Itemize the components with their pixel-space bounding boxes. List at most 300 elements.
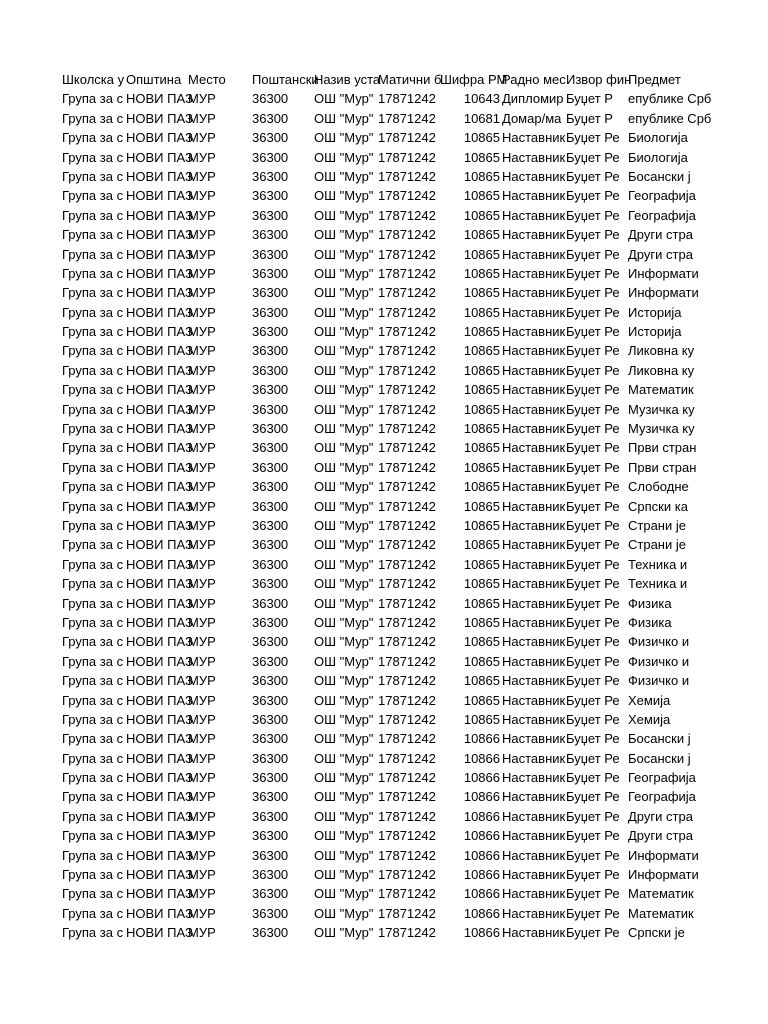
table-cell[interactable]: МУР — [188, 304, 216, 320]
table-cell[interactable]: ОШ "Мур" — [314, 440, 374, 456]
table-cell[interactable]: Наставник — [502, 750, 566, 766]
table-cell[interactable]: Буџет Ре — [566, 886, 620, 902]
table-cell[interactable]: Наставник — [502, 808, 566, 824]
table-cell[interactable]: Буџет Ре — [566, 498, 620, 514]
table-cell[interactable]: МУР — [188, 421, 216, 437]
table-cell[interactable]: НОВИ ПАЗ — [126, 828, 193, 844]
table-cell[interactable]: НОВИ ПАЗ — [126, 362, 193, 378]
table-cell[interactable]: Наставник — [502, 770, 566, 786]
table-cell[interactable]: Наставник — [502, 867, 566, 883]
table-cell[interactable]: Буџет Ре — [566, 459, 620, 475]
table-cell[interactable]: епублике Срб — [628, 91, 712, 107]
table-cell[interactable]: НОВИ ПАЗ — [126, 207, 193, 223]
table-cell[interactable]: ОШ "Мур" — [314, 285, 374, 301]
table-cell[interactable]: ОШ "Мур" — [314, 925, 374, 941]
table-cell[interactable]: Српски је — [628, 925, 685, 941]
table-cell[interactable]: Наставник — [502, 285, 566, 301]
table-cell[interactable]: ОШ "Мур" — [314, 498, 374, 514]
table-cell[interactable]: Група за с — [62, 886, 124, 902]
table-cell[interactable]: 10865 — [463, 556, 500, 572]
table-cell[interactable]: Први стран — [628, 459, 697, 475]
table-cell[interactable]: ОШ "Мур" — [314, 517, 374, 533]
table-cell[interactable]: Буџет Ре — [566, 246, 620, 262]
table-cell[interactable]: Наставник — [502, 188, 566, 204]
table-cell[interactable]: НОВИ ПАЗ — [126, 246, 193, 262]
table-cell[interactable]: 17871242 — [378, 207, 436, 223]
table-cell[interactable]: Група за с — [62, 498, 124, 514]
table-cell[interactable]: 10865 — [463, 188, 500, 204]
table-cell[interactable]: 17871242 — [378, 440, 436, 456]
table-cell[interactable]: ОШ "Мур" — [314, 770, 374, 786]
table-cell[interactable]: Група за с — [62, 440, 124, 456]
table-cell[interactable]: Буџет Ре — [566, 614, 620, 630]
table-cell[interactable]: 10866 — [463, 808, 500, 824]
table-cell[interactable]: 10865 — [463, 324, 500, 340]
table-cell[interactable]: НОВИ ПАЗ — [126, 653, 193, 669]
table-cell[interactable]: МУР — [188, 207, 216, 223]
table-cell[interactable]: 36300 — [252, 692, 289, 708]
table-cell[interactable]: 36300 — [252, 595, 289, 611]
table-cell[interactable]: НОВИ ПАЗ — [126, 110, 193, 126]
table-cell[interactable]: 17871242 — [378, 324, 436, 340]
table-cell[interactable]: НОВИ ПАЗ — [126, 188, 193, 204]
table-cell[interactable]: Буџет Ре — [566, 421, 620, 437]
table-cell[interactable]: Информати — [628, 867, 699, 883]
table-cell[interactable]: ОШ "Мур" — [314, 867, 374, 883]
table-cell[interactable]: Буџет Ре — [566, 324, 620, 340]
table-cell[interactable]: МУР — [188, 285, 216, 301]
table-cell[interactable]: Историја — [628, 324, 682, 340]
table-cell[interactable]: 17871242 — [378, 168, 436, 184]
table-cell[interactable]: Наставник — [502, 731, 566, 747]
table-cell[interactable]: Буџет Ре — [566, 556, 620, 572]
table-cell[interactable]: Група за с — [62, 91, 124, 107]
table-cell[interactable]: МУР — [188, 576, 216, 592]
table-cell[interactable]: Група за с — [62, 459, 124, 475]
table-cell[interactable]: Наставник — [502, 265, 566, 281]
table-cell[interactable]: МУР — [188, 556, 216, 572]
table-cell[interactable]: НОВИ ПАЗ — [126, 905, 193, 921]
table-cell[interactable]: НОВИ ПАЗ — [126, 324, 193, 340]
table-cell[interactable]: Други стра — [628, 828, 693, 844]
table-cell[interactable]: Буџет Ре — [566, 789, 620, 805]
table-cell[interactable]: Наставник — [502, 614, 566, 630]
table-cell[interactable]: Буџет Р — [566, 110, 613, 126]
table-cell[interactable]: МУР — [188, 614, 216, 630]
table-cell[interactable]: Босански ј — [628, 731, 691, 747]
table-cell[interactable]: Наставник — [502, 498, 566, 514]
table-cell[interactable]: 36300 — [252, 808, 289, 824]
table-cell[interactable]: Група за с — [62, 673, 124, 689]
table-cell[interactable]: Буџет Ре — [566, 711, 620, 727]
table-cell[interactable]: 36300 — [252, 207, 289, 223]
table-cell[interactable]: Музичка ку — [628, 401, 695, 417]
table-cell[interactable]: ОШ "Мур" — [314, 362, 374, 378]
table-cell[interactable]: 10865 — [463, 576, 500, 592]
table-cell[interactable]: Наставник — [502, 653, 566, 669]
table-cell[interactable]: 10865 — [463, 517, 500, 533]
table-cell[interactable]: МУР — [188, 401, 216, 417]
table-cell[interactable]: 10865 — [463, 382, 500, 398]
table-cell[interactable]: 17871242 — [378, 905, 436, 921]
table-cell[interactable]: Група за с — [62, 324, 124, 340]
table-cell[interactable]: Група за с — [62, 149, 124, 165]
table-cell[interactable]: Буџет Ре — [566, 595, 620, 611]
table-cell[interactable]: ОШ "Мур" — [314, 847, 374, 863]
table-cell[interactable]: Буџет Ре — [566, 750, 620, 766]
table-cell[interactable]: ОШ "Мур" — [314, 459, 374, 475]
table-cell[interactable]: НОВИ ПАЗ — [126, 634, 193, 650]
table-cell[interactable]: 17871242 — [378, 382, 436, 398]
table-cell[interactable]: НОВИ ПАЗ — [126, 517, 193, 533]
table-cell[interactable]: 10866 — [463, 770, 500, 786]
table-cell[interactable]: ОШ "Мур" — [314, 227, 374, 243]
table-cell[interactable]: НОВИ ПАЗ — [126, 343, 193, 359]
table-cell[interactable]: 36300 — [252, 886, 289, 902]
table-cell[interactable]: 36300 — [252, 673, 289, 689]
table-cell[interactable]: 17871242 — [378, 421, 436, 437]
table-cell[interactable]: 36300 — [252, 867, 289, 883]
table-cell[interactable]: Босански ј — [628, 750, 691, 766]
table-cell[interactable]: Наставник — [502, 711, 566, 727]
table-cell[interactable]: 36300 — [252, 110, 289, 126]
table-cell[interactable]: Наставник — [502, 886, 566, 902]
table-cell[interactable]: ОШ "Мур" — [314, 614, 374, 630]
table-cell[interactable]: МУР — [188, 750, 216, 766]
table-cell[interactable]: Физичко и — [628, 673, 690, 689]
table-cell[interactable]: МУР — [188, 770, 216, 786]
table-cell[interactable]: Група за с — [62, 130, 124, 146]
table-cell[interactable]: МУР — [188, 149, 216, 165]
table-cell[interactable]: МУР — [188, 925, 216, 941]
table-cell[interactable]: Буџет Ре — [566, 130, 620, 146]
table-cell[interactable]: Наставник — [502, 576, 566, 592]
table-cell[interactable]: НОВИ ПАЗ — [126, 731, 193, 747]
table-cell[interactable]: НОВИ ПАЗ — [126, 867, 193, 883]
table-cell[interactable]: Група за с — [62, 731, 124, 747]
table-cell[interactable]: Буџет Ре — [566, 479, 620, 495]
table-cell[interactable]: ОШ "Мур" — [314, 382, 374, 398]
table-cell[interactable]: НОВИ ПАЗ — [126, 750, 193, 766]
table-cell[interactable]: 36300 — [252, 343, 289, 359]
table-cell[interactable]: ОШ "Мур" — [314, 789, 374, 805]
table-cell[interactable]: 10865 — [463, 498, 500, 514]
table-cell[interactable]: 17871242 — [378, 188, 436, 204]
table-cell[interactable]: 17871242 — [378, 808, 436, 824]
table-cell[interactable]: ОШ "Мур" — [314, 401, 374, 417]
table-cell[interactable]: ОШ "Мур" — [314, 595, 374, 611]
table-cell[interactable]: ОШ "Мур" — [314, 711, 374, 727]
table-cell[interactable]: Наставник — [502, 789, 566, 805]
table-cell[interactable]: ОШ "Мур" — [314, 750, 374, 766]
table-cell[interactable]: Историја — [628, 304, 682, 320]
table-cell[interactable]: ОШ "Мур" — [314, 421, 374, 437]
table-cell[interactable]: 10865 — [463, 130, 500, 146]
table-cell[interactable]: МУР — [188, 459, 216, 475]
table-cell[interactable]: ОШ "Мур" — [314, 188, 374, 204]
table-cell[interactable]: Група за с — [62, 227, 124, 243]
table-cell[interactable]: 36300 — [252, 188, 289, 204]
table-cell[interactable]: Буџет Ре — [566, 168, 620, 184]
table-cell[interactable]: Техника и — [628, 556, 688, 572]
table-cell[interactable]: ОШ "Мур" — [314, 828, 374, 844]
table-cell[interactable]: 10865 — [463, 246, 500, 262]
table-cell[interactable]: ОШ "Мур" — [314, 246, 374, 262]
table-cell[interactable]: НОВИ ПАЗ — [126, 673, 193, 689]
table-cell[interactable]: Наставник — [502, 634, 566, 650]
table-cell[interactable]: МУР — [188, 731, 216, 747]
table-cell[interactable]: Група за с — [62, 905, 124, 921]
table-cell[interactable]: НОВИ ПАЗ — [126, 304, 193, 320]
table-cell[interactable]: МУР — [188, 343, 216, 359]
table-cell[interactable]: НОВИ ПАЗ — [126, 925, 193, 941]
table-cell[interactable]: 17871242 — [378, 692, 436, 708]
table-cell[interactable]: НОВИ ПАЗ — [126, 285, 193, 301]
table-cell[interactable]: 10865 — [463, 711, 500, 727]
table-cell[interactable]: Други стра — [628, 246, 693, 262]
table-cell[interactable]: НОВИ ПАЗ — [126, 149, 193, 165]
table-cell[interactable]: ОШ "Мур" — [314, 207, 374, 223]
table-cell[interactable]: ОШ "Мур" — [314, 265, 374, 281]
table-cell[interactable]: ОШ "Мур" — [314, 673, 374, 689]
table-cell[interactable]: 10865 — [463, 595, 500, 611]
table-cell[interactable]: 17871242 — [378, 847, 436, 863]
table-cell[interactable]: Информати — [628, 847, 699, 863]
table-cell[interactable]: 10865 — [463, 479, 500, 495]
table-cell[interactable]: НОВИ ПАЗ — [126, 265, 193, 281]
table-cell[interactable]: Ликовна ку — [628, 362, 695, 378]
table-cell[interactable]: НОВИ ПАЗ — [126, 382, 193, 398]
table-cell[interactable]: Група за с — [62, 576, 124, 592]
table-cell[interactable]: НОВИ ПАЗ — [126, 227, 193, 243]
table-cell[interactable]: 36300 — [252, 421, 289, 437]
table-cell[interactable]: Група за с — [62, 556, 124, 572]
table-cell[interactable]: 36300 — [252, 537, 289, 553]
table-cell[interactable]: Група за с — [62, 285, 124, 301]
table-cell[interactable]: Буџет Ре — [566, 227, 620, 243]
table-cell[interactable]: 10865 — [463, 149, 500, 165]
table-cell[interactable]: 10866 — [463, 886, 500, 902]
table-cell[interactable]: ОШ "Мур" — [314, 110, 374, 126]
table-cell[interactable]: ОШ "Мур" — [314, 149, 374, 165]
table-cell[interactable]: 17871242 — [378, 91, 436, 107]
table-cell[interactable]: 17871242 — [378, 285, 436, 301]
table-cell[interactable]: Босански ј — [628, 168, 691, 184]
table-cell[interactable]: 36300 — [252, 246, 289, 262]
table-cell[interactable]: 36300 — [252, 459, 289, 475]
table-cell[interactable]: МУР — [188, 595, 216, 611]
table-cell[interactable]: Буџет Ре — [566, 576, 620, 592]
table-cell[interactable]: 17871242 — [378, 110, 436, 126]
table-cell[interactable]: 36300 — [252, 634, 289, 650]
table-cell[interactable]: 36300 — [252, 91, 289, 107]
table-cell[interactable]: Група за с — [62, 614, 124, 630]
table-cell[interactable]: Група за с — [62, 168, 124, 184]
table-cell[interactable]: Хемија — [628, 711, 671, 727]
table-cell[interactable]: МУР — [188, 382, 216, 398]
table-cell[interactable]: Биологија — [628, 130, 688, 146]
table-cell[interactable]: Наставник — [502, 304, 566, 320]
table-cell[interactable]: ОШ "Мур" — [314, 634, 374, 650]
table-cell[interactable]: 10681 — [463, 110, 500, 126]
table-cell[interactable]: 17871242 — [378, 517, 436, 533]
table-cell[interactable]: МУР — [188, 479, 216, 495]
table-cell[interactable]: НОВИ ПАЗ — [126, 91, 193, 107]
table-cell[interactable]: 17871242 — [378, 867, 436, 883]
table-cell[interactable]: НОВИ ПАЗ — [126, 168, 193, 184]
table-cell[interactable]: Буџет Ре — [566, 770, 620, 786]
table-cell[interactable]: Биологија — [628, 149, 688, 165]
table-cell[interactable]: Наставник — [502, 149, 566, 165]
table-cell[interactable]: 17871242 — [378, 595, 436, 611]
table-cell[interactable]: Буџет Ре — [566, 285, 620, 301]
table-cell[interactable]: 17871242 — [378, 149, 436, 165]
table-cell[interactable]: 10865 — [463, 673, 500, 689]
table-cell[interactable]: Буџет Ре — [566, 731, 620, 747]
table-cell[interactable]: МУР — [188, 440, 216, 456]
table-cell[interactable]: 17871242 — [378, 304, 436, 320]
table-cell[interactable]: Техника и — [628, 576, 688, 592]
table-cell[interactable]: 36300 — [252, 828, 289, 844]
table-cell[interactable]: Географија — [628, 789, 696, 805]
table-cell[interactable]: МУР — [188, 498, 216, 514]
table-cell[interactable]: ОШ "Мур" — [314, 479, 374, 495]
table-cell[interactable]: 10865 — [463, 168, 500, 184]
table-cell[interactable]: Група за с — [62, 711, 124, 727]
table-cell[interactable]: Српски ка — [628, 498, 688, 514]
table-cell[interactable]: 36300 — [252, 905, 289, 921]
table-cell[interactable]: Буџет Ре — [566, 653, 620, 669]
table-cell[interactable]: Дипломир — [502, 91, 564, 107]
table-cell[interactable]: Група за с — [62, 653, 124, 669]
table-cell[interactable]: Наставник — [502, 692, 566, 708]
table-cell[interactable]: МУР — [188, 362, 216, 378]
table-cell[interactable]: 36300 — [252, 227, 289, 243]
table-cell[interactable]: МУР — [188, 653, 216, 669]
table-cell[interactable]: 10865 — [463, 227, 500, 243]
table-cell[interactable]: Група за с — [62, 750, 124, 766]
table-cell[interactable]: 10865 — [463, 653, 500, 669]
table-cell[interactable]: 17871242 — [378, 498, 436, 514]
table-cell[interactable]: Наставник — [502, 905, 566, 921]
table-cell[interactable]: Буџет Ре — [566, 382, 620, 398]
table-cell[interactable]: МУР — [188, 634, 216, 650]
table-cell[interactable]: 17871242 — [378, 770, 436, 786]
table-cell[interactable]: 17871242 — [378, 130, 436, 146]
table-cell[interactable]: 10865 — [463, 537, 500, 553]
table-cell[interactable]: Наставник — [502, 556, 566, 572]
table-cell[interactable]: 17871242 — [378, 711, 436, 727]
table-cell[interactable]: ОШ "Мур" — [314, 304, 374, 320]
table-cell[interactable]: МУР — [188, 808, 216, 824]
table-cell[interactable]: Хемија — [628, 692, 671, 708]
table-cell[interactable]: Физика — [628, 595, 672, 611]
table-cell[interactable]: 36300 — [252, 324, 289, 340]
table-cell[interactable]: Група за с — [62, 808, 124, 824]
table-cell[interactable]: МУР — [188, 537, 216, 553]
table-cell[interactable]: Буџет Ре — [566, 343, 620, 359]
table-cell[interactable]: Група за с — [62, 537, 124, 553]
table-cell[interactable]: Наставник — [502, 207, 566, 223]
table-cell[interactable]: 36300 — [252, 304, 289, 320]
table-cell[interactable]: МУР — [188, 828, 216, 844]
table-cell[interactable]: Група за с — [62, 421, 124, 437]
table-cell[interactable]: Математик — [628, 886, 694, 902]
table-cell[interactable]: 17871242 — [378, 556, 436, 572]
table-cell[interactable]: НОВИ ПАЗ — [126, 498, 193, 514]
table-cell[interactable]: 17871242 — [378, 537, 436, 553]
table-cell[interactable]: 36300 — [252, 711, 289, 727]
table-cell[interactable]: Група за с — [62, 770, 124, 786]
table-cell[interactable]: 17871242 — [378, 227, 436, 243]
table-cell[interactable]: Наставник — [502, 343, 566, 359]
table-cell[interactable]: ОШ "Мур" — [314, 905, 374, 921]
table-cell[interactable]: НОВИ ПАЗ — [126, 440, 193, 456]
table-cell[interactable]: МУР — [188, 246, 216, 262]
table-cell[interactable]: Наставник — [502, 459, 566, 475]
table-cell[interactable]: МУР — [188, 168, 216, 184]
table-cell[interactable]: Група за с — [62, 188, 124, 204]
table-cell[interactable]: Страни је — [628, 537, 686, 553]
table-cell[interactable]: Наставник — [502, 246, 566, 262]
table-cell[interactable]: Буџет Ре — [566, 149, 620, 165]
table-cell[interactable]: НОВИ ПАЗ — [126, 556, 193, 572]
table-cell[interactable]: МУР — [188, 905, 216, 921]
table-cell[interactable]: 36300 — [252, 925, 289, 941]
table-cell[interactable]: Наставник — [502, 479, 566, 495]
table-cell[interactable]: НОВИ ПАЗ — [126, 595, 193, 611]
table-cell[interactable]: 10866 — [463, 925, 500, 941]
table-cell[interactable]: 36300 — [252, 789, 289, 805]
table-cell[interactable]: 17871242 — [378, 673, 436, 689]
table-cell[interactable]: 10643 — [463, 91, 500, 107]
table-cell[interactable]: Буџет Ре — [566, 401, 620, 417]
table-cell[interactable]: 36300 — [252, 168, 289, 184]
table-cell[interactable]: 10865 — [463, 304, 500, 320]
table-cell[interactable]: НОВИ ПАЗ — [126, 789, 193, 805]
table-cell[interactable]: Буџет Ре — [566, 828, 620, 844]
table-cell[interactable]: 10866 — [463, 731, 500, 747]
table-cell[interactable]: Буџет Ре — [566, 847, 620, 863]
table-cell[interactable]: Група за с — [62, 246, 124, 262]
table-cell[interactable]: ОШ "Мур" — [314, 324, 374, 340]
table-cell[interactable]: Буџет Ре — [566, 440, 620, 456]
table-cell[interactable]: Буџет Ре — [566, 867, 620, 883]
table-cell[interactable]: Географија — [628, 207, 696, 223]
table-cell[interactable]: НОВИ ПАЗ — [126, 130, 193, 146]
table-cell[interactable]: ОШ "Мур" — [314, 692, 374, 708]
table-cell[interactable]: 36300 — [252, 770, 289, 786]
table-cell[interactable]: МУР — [188, 227, 216, 243]
table-cell[interactable]: Буџет Ре — [566, 517, 620, 533]
table-cell[interactable]: Географија — [628, 188, 696, 204]
table-cell[interactable]: Музичка ку — [628, 421, 695, 437]
table-cell[interactable]: Информати — [628, 265, 699, 281]
table-cell[interactable]: 17871242 — [378, 265, 436, 281]
table-cell[interactable]: епублике Срб — [628, 110, 712, 126]
table-cell[interactable]: 36300 — [252, 440, 289, 456]
table-cell[interactable]: ОШ "Мур" — [314, 731, 374, 747]
table-cell[interactable]: 36300 — [252, 382, 289, 398]
table-cell[interactable]: МУР — [188, 711, 216, 727]
table-cell[interactable]: 10866 — [463, 867, 500, 883]
table-cell[interactable]: 17871242 — [378, 459, 436, 475]
table-cell[interactable]: Група за с — [62, 265, 124, 281]
table-cell[interactable]: Наставник — [502, 847, 566, 863]
table-cell[interactable]: Наставник — [502, 925, 566, 941]
table-cell[interactable]: 10865 — [463, 285, 500, 301]
table-cell[interactable]: Група за с — [62, 382, 124, 398]
